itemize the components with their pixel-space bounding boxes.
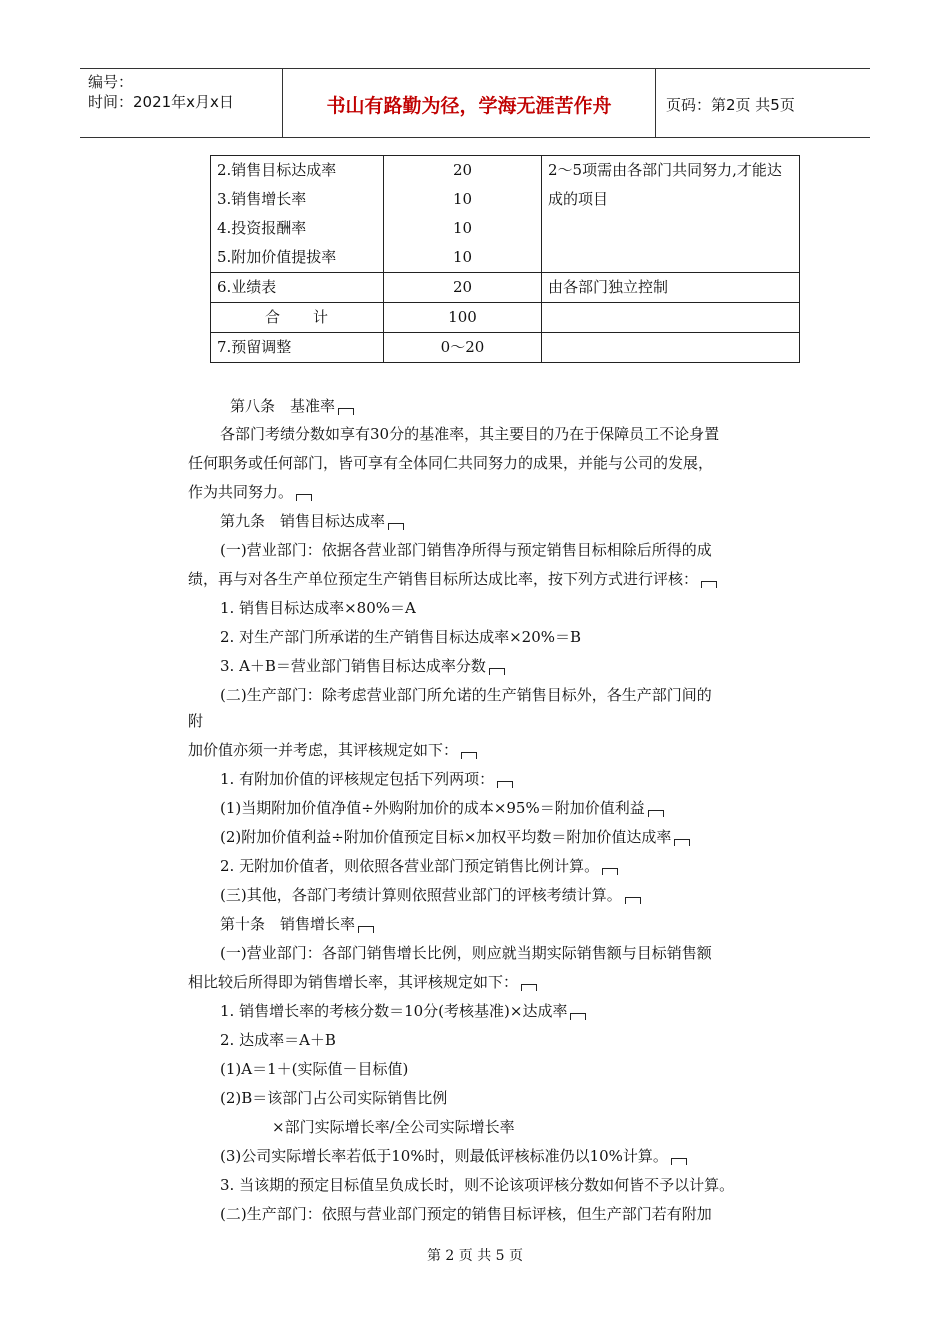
- table-cell-items: [211, 273, 384, 303]
- table-row: [211, 303, 800, 333]
- list-item: (1)A＝1＋(实际值－目标值): [220, 1060, 409, 1078]
- table-total-label: 合 计: [264, 308, 329, 326]
- list-item: (2)B＝该部门占公司实际销售比例: [220, 1089, 448, 1107]
- paragraph-line: 加价值亦须一并考虑，其评核规定如下：: [188, 739, 477, 760]
- paragraph-line: (二)生产部门：依照与营业部门预定的销售目标评核，但生产部门若有附加: [220, 1205, 712, 1223]
- list-item: 2. 无附加价值者，则依照各营业部门预定销售比例计算。: [220, 855, 618, 876]
- header-motto-cell: [283, 69, 656, 137]
- table-score: 10: [452, 219, 473, 237]
- paragraph-mark-icon: [338, 408, 354, 415]
- table-cell-note: [542, 273, 800, 303]
- table-cell-note: [542, 333, 800, 363]
- table-note: 由各部门独立控制: [548, 278, 669, 296]
- table-item: 4.投资报酬率: [217, 219, 307, 237]
- table-note: 2～5项需由各部门共同努力,才能达成的项目: [548, 161, 782, 208]
- paragraph-mark-icon: [388, 523, 404, 530]
- table-score: 0～20: [440, 338, 485, 356]
- paragraph-line: 相比较后所得即为销售增长率，其评核规定如下：: [188, 971, 537, 992]
- list-item: 1. 有附加价值的评核规定包括下列两项：: [220, 768, 513, 789]
- table-item: 3.销售增长率: [217, 190, 307, 208]
- table-cell-items: [211, 156, 384, 273]
- table-score: 10: [452, 248, 473, 266]
- table-item: 5.附加价值提拔率: [217, 248, 337, 266]
- article-heading: 第九条 销售目标达成率: [220, 510, 404, 531]
- table-cell-scores: [384, 156, 542, 273]
- paragraph-line: (一)营业部门：各部门销售增长比例，则应就当期实际销售额与目标销售额: [220, 944, 712, 962]
- table-row: [211, 273, 800, 303]
- paragraph-line: (二)生产部门：除考虑营业部门所允诺的生产销售目标外，各生产部门间的: [220, 686, 712, 704]
- table-row: [211, 333, 800, 363]
- paragraph-line: 任何职务或任何部门，皆可享有全体同仁共同努力的成果，并能与公司的发展，: [188, 454, 714, 472]
- paragraph-line: 作为共同努力。: [188, 481, 312, 502]
- header-page-cell: [656, 69, 870, 137]
- list-item: 2. 达成率＝A＋B: [220, 1031, 336, 1049]
- paragraph-mark-icon: [674, 839, 690, 846]
- document-number-label: 编号：: [88, 73, 134, 91]
- list-item: 3. 当该期的预定目标值呈负成长时，则不论该项评核分数如何皆不予以计算。: [220, 1176, 735, 1194]
- paragraph-mark-icon: [489, 668, 505, 675]
- paragraph-mark-icon: [521, 984, 537, 991]
- list-item: (1)当期附加价值净值÷外购附加价的成本×95%＝附加价值利益: [220, 797, 664, 818]
- paragraph-line: 绩，再与对各生产单位预定生产销售目标所达成比率，按下列方式进行评核：: [188, 568, 717, 589]
- paragraph-mark-icon: [296, 494, 312, 501]
- table-cell-note: [542, 303, 800, 333]
- header-meta-cell: [80, 69, 283, 137]
- paragraph-line: 附: [188, 712, 204, 730]
- table-cell-note: [542, 156, 800, 273]
- page-footer: 第 2 页 共 5 页: [426, 1248, 524, 1264]
- table-cell-scores: [384, 303, 542, 333]
- table-note: [548, 333, 793, 362]
- list-item: 1. 销售增长率的考核分数＝10分(考核基准)×达成率: [220, 1000, 586, 1021]
- list-item: 1. 销售目标达成率×80%＝A: [220, 599, 416, 617]
- table-cell-items: [211, 303, 384, 333]
- page-header: [80, 68, 870, 138]
- list-item: (2)附加价值利益÷附加价值预定目标×加权平均数＝附加价值达成率: [220, 826, 690, 847]
- header-motto: 书山有路勤为径，学海无涯苦作舟: [326, 95, 612, 117]
- table-item: 7.预留调整: [217, 338, 292, 356]
- table-item: 2.销售目标达成率: [217, 161, 337, 179]
- paragraph-line: (一)营业部门：依据各营业部门销售净所得与预定销售目标相除后所得的成: [220, 541, 712, 559]
- list-item: (3)公司实际增长率若低于10%时，则最低评核标准仍以10%计算。: [220, 1145, 687, 1166]
- table-note: [548, 303, 793, 332]
- score-table: [210, 155, 800, 363]
- header-page-number: 页码：第2页 共5页: [666, 96, 795, 114]
- document-time-label: 时间：2021年x月x日: [88, 93, 234, 111]
- paragraph-mark-icon: [497, 781, 513, 788]
- table-score: 10: [452, 190, 473, 208]
- paragraph-mark-icon: [625, 897, 641, 904]
- paragraph-mark-icon: [602, 868, 618, 875]
- paragraph-mark-icon: [570, 1013, 586, 1020]
- table-score: 100: [448, 308, 477, 326]
- table-cell-items: [211, 333, 384, 363]
- table-row: [211, 156, 800, 273]
- table-score: 20: [452, 161, 473, 179]
- table-item: 6.业绩表: [217, 278, 277, 296]
- paragraph-mark-icon: [461, 752, 477, 759]
- table-cell-scores: [384, 333, 542, 363]
- list-item: 2. 对生产部门所承诺的生产销售目标达成率×20%＝B: [220, 628, 582, 646]
- paragraph-mark-icon: [648, 810, 664, 817]
- paragraph-mark-icon: [701, 581, 717, 588]
- paragraph-mark-icon: [671, 1158, 687, 1165]
- table-score: 20: [452, 278, 473, 296]
- list-item: (三)其他，各部门考绩计算则依照营业部门的评核考绩计算。: [220, 884, 641, 905]
- list-item: ×部门实际增长率/全公司实际增长率: [272, 1118, 515, 1136]
- article-heading: 第十条 销售增长率: [220, 913, 374, 934]
- paragraph-mark-icon: [358, 926, 374, 933]
- article-heading: 第八条 基准率: [230, 395, 354, 416]
- paragraph-line: 各部门考绩分数如享有30分的基准率，其主要目的乃在于保障员工不论身置: [220, 425, 720, 443]
- list-item: 3. A＋B＝营业部门销售目标达成率分数: [220, 655, 505, 676]
- table-cell-scores: [384, 273, 542, 303]
